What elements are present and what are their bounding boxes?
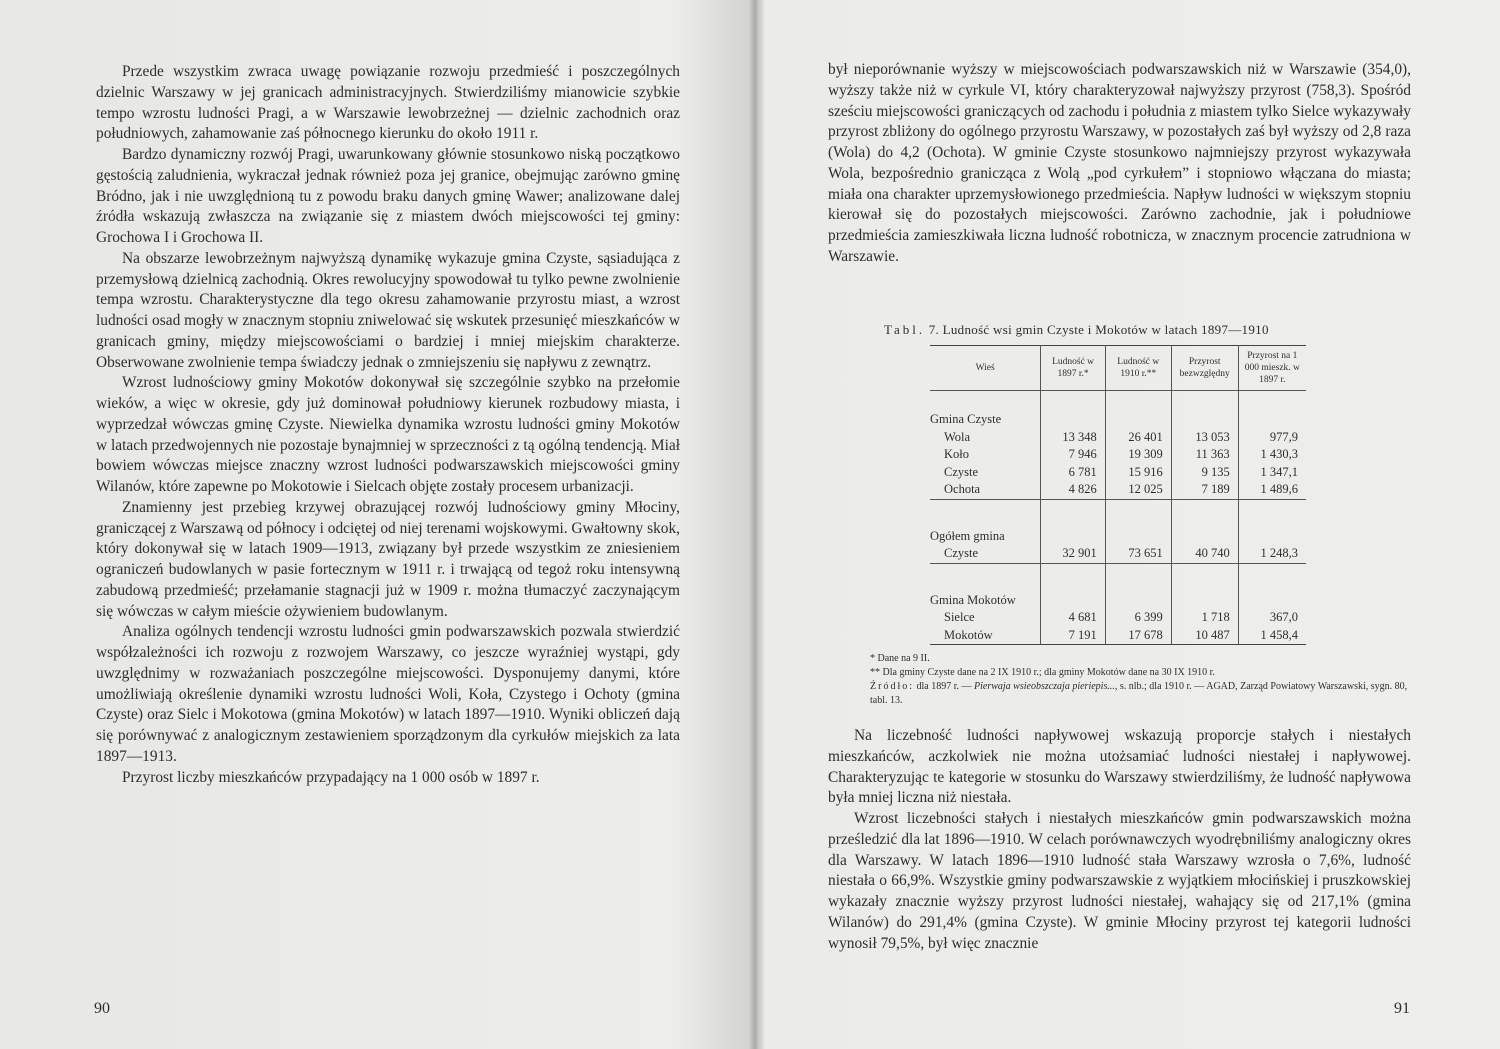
paragraph: był nieporównanie wyższy w miejscowościach podwarszawskich niż w Warszawie (354,0), wyższy także niż w cyrkule VI, który charakteryzował najwyższy przyrost (758,3). Spośród sześciu miejscowości graniczących od zachodu i południa z miastem tylko Sielce wykazywały przyrost zbliżony do ogólnego przyrostu Warszawy, w pozostałych zaś był wyższy od 2,8 raza (Wola) do 4,2 (Ochota). W gminie Czyste stosunkowo najmniejszy przyrost wykazywała Wola, bezpośrednio granicząca z Wolą „pod cyrkułem” i stopniowo włączana do miasta; miała ona charakter uprzemysłowionego przedmieścia. Napływ ludności w większym stopniu kierował się do pozostałych miejscowości. Zarówno zachodnie, jak i południowe przedmieścia zamieszkiwała liczna ludność robotnicza, w znacznym procencie zatrudniona w Warszawie. [828, 61, 1411, 265]
table-row: Czyste 32 901 73 651 40 740 1 248,3 [930, 545, 1306, 563]
table-notes [870, 652, 1420, 708]
table-group-row [930, 411, 1306, 429]
column-header: Wieś [930, 346, 1041, 391]
table-row: Ochota 4 826 12 025 7 189 1 489,6 [930, 481, 1306, 499]
table-footnote: * Dane na 9 II. [870, 653, 930, 664]
table-group-row [930, 592, 1306, 610]
paragraph: Na liczebność ludności napływowej wskazują proporcje stałych i niestałych mieszkańców, aczkolwiek nie można utożsamiać ludności niestałej i napływowej. Charakteryzując te kategorie w stosunku do Warszawy stwierdziliśmy, że ludność napływowa była mniej liczna niż niestała. [828, 727, 1411, 807]
group-title: Gmina Mokotów [930, 592, 1041, 610]
paragraph: Wzrost ludnościowy gminy Mokotów dokonywał się szczególnie szybko na przełomie wieków, a więc w okresie, gdy już dominował południowy kierunek rozbudowy miasta, i wyprzedzał wówczas gminę Czyste. Niewielka dynamika wzrostu ludności gminy Mokotów w latach przedwojennych nie pozostaje bynajmniej w sprzeczności z tą ogólną tendencją. Miał bowiem wówczas miejsce znaczny wzrost ludności podwarszawskich miejscowości gminy Wilanów, które zapewne po Mokotowie i Sielcach objęte zostały procesem urbanizacji. [96, 374, 680, 495]
column-header: Ludność w 1910 r.** [1105, 346, 1171, 391]
table-caption-label: Tabl. [884, 322, 926, 337]
table-row: Koło 7 946 19 309 11 363 1 430,3 [930, 446, 1306, 464]
paragraph: Przede wszystkim zwraca uwagę powiązanie rozwoju przedmieść i poszczególnych dzielnic Warszawy w jej granicach administracyjnych. Stwierdziliśmy mianowicie szybkie tempo wzrostu ludności Pragi, a w Warszawie lewobrzeżnej — dzielnic zachodnich oraz południowych, zahamowanie zaś północnego kierunku do około 1911 r. [96, 63, 680, 143]
paragraph: Analiza ogólnych tendencji wzrostu ludności gmin podwarszawskich pozwala stwierdzić współzależności ich rozwoju z rozwojem Warszawy, co jeszcze wyraźniej wystąpi, gdy uwzględnimy w rozważaniach poszczególne miejscowości. Dysponujemy danymi, które umożliwiają określenie dynamiki wzrostu ludności Woli, Koła, Czystego i Ochoty (gmina Czyste) oraz Sielc i Mokotowa (gmina Mokotów) w latach 1897—1910. Wyniki obliczeń dają się porównywać z analogicznym zestawieniem sporządzonym dla cyrkułów miejskich za lata 1897—1913. [96, 623, 680, 765]
paragraph: Na obszarze lewobrzeżnym najwyższą dynamikę wykazuje gmina Czyste, sąsiadująca z przemysłową dzielnicą zachodnią. Okres rewolucyjny spowodował tu tylko pewne zwolnienie tempa wzrostu. Charakterystyczne dla tego okresu zahamowanie przyrostu miast, a wzrost ludności osad mogły w znacznym stopniu zniwelować się wskutek przesunięć mieszkańców w granicach gminy, między miejscowościami o bardziej i mniej miejskim charakterze. Obserwowane zwolnienie tempa świadczy jednak o zmniejszeniu się napływu z zewnątrz. [96, 249, 680, 371]
population-table [930, 345, 1306, 645]
table-caption-text: 7. Ludność wsi gmin Czyste i Mokotów w latach 1897—1910 [928, 322, 1269, 337]
column-header: Przyrost bezwzględny [1171, 346, 1238, 391]
table-source: Źródło: dla 1897 r. — Pierwaja wsieobszczaja pieriepis..., s. nlb.; dla 1910 r. — AGAD, Zarząd Powiatowy Warszawski, sygn. 80, tabl. 13. [870, 681, 1408, 706]
paragraph: Znamienny jest przebieg krzywej obrazującej rozwój ludnościowy gminy Młociny, graniczącej z Warszawą od północy i odciętej od niej terenami wojskowymi. Gwałtowny skok, który dokonywał się w latach 1909—1913, związany był przede wszystkim ze zniesieniem ograniczeń budowlanych w pasie fortecznym w 1911 r. i trwającą od tegoż roku intensywną zabudową przedmieść; przełamanie stagnacji już w 1909 r. można tłumaczyć zaczynającym się wówczas w całym mieście ożywieniem budowlanym. [96, 498, 681, 620]
table-footnote: ** Dla gminy Czyste dane na 2 IX 1910 r.; dla gminy Mokotów dane na 30 IX 1910 r. [870, 667, 1215, 678]
page-number: 90 [94, 1000, 110, 1017]
right-page-text-bottom [828, 726, 1411, 954]
column-header: Przyrost na 1 000 mieszk. w 1897 r. [1238, 346, 1306, 391]
left-page-text [96, 62, 680, 788]
group-title: Gmina Czyste [930, 411, 1041, 429]
column-header: Ludność w 1897 r.* [1041, 346, 1105, 391]
page-number: 91 [1394, 1000, 1410, 1017]
table-group-row [930, 528, 1306, 546]
group-title: Ogółem gmina [930, 528, 1041, 546]
right-page-text-top [828, 60, 1411, 268]
paragraph: Bardzo dynamiczny rozwój Pragi, uwarunkowany głównie stosunkowo niską początkowo gęstością zaludnienia, wykraczał jednak również poza jej granice, obejmując zarówno gminę Bródno, jak i nie uwzględnioną tu z powodu braku danych gminę Wawer; analizowane dalej źródła wskazują zwłaszcza na związanie się z miastem dwóch miejscowości tej gminy: Grochowa I i Grochowa II. [96, 146, 680, 246]
paragraph: Przyrost liczby mieszkańców przypadający na 1 000 osób w 1897 r. [122, 768, 540, 786]
left-page [0, 0, 748, 1049]
table-row: Sielce 4 681 6 399 1 718 367,0 [930, 609, 1306, 627]
table-header-row [930, 346, 1306, 391]
table-caption [884, 322, 1404, 338]
book-gutter [748, 0, 764, 1049]
right-page [764, 0, 1500, 1049]
table-row: Czyste 6 781 15 916 9 135 1 347,1 [930, 464, 1306, 482]
table-row: Wola 13 348 26 401 13 053 977,9 [930, 429, 1306, 447]
table-row: Mokotów 7 191 17 678 10 487 1 458,4 [930, 627, 1306, 645]
paragraph: Wzrost liczebności stałych i niestałych mieszkańców gmin podwarszawskich można prześledzić dla lat 1896—1910. W celach porównawczych wyodrębniliśmy analogiczny okres dla Warszawy. W latach 1896—1910 ludność stała Warszawy wzrosła o 7,6%, ludność niestała o 66,9%. Wszystkie gminy podwarszawskie z wyjątkiem młocińskiej i pruszkowskiej wykazały znacznie wyższy przyrost ludności niestałej, wahający się od 217,1% (gmina Wilanów) do 291,4% (gmina Czyste). W gminie Młociny przyrost tej kategorii ludności wynosił 79,5%, był więc znacznie [828, 810, 1411, 952]
